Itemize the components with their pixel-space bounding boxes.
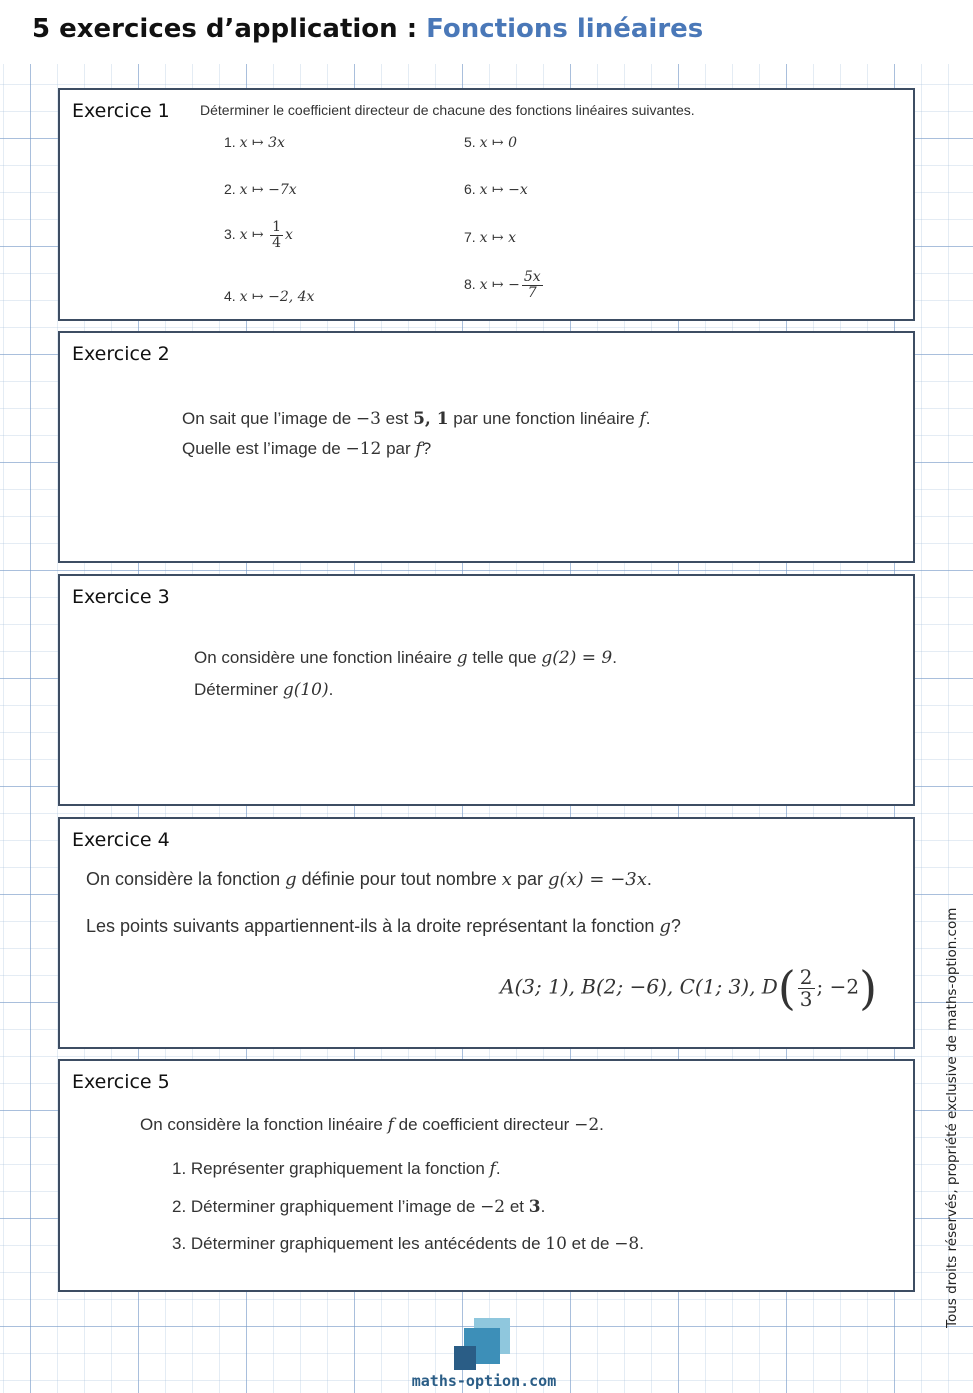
exercise-1-item-5: 5. x ↦ 0 — [464, 134, 518, 151]
exercise-5-question-2: 2. Déterminer graphiquement l’image de −2 et 3. — [172, 1197, 546, 1217]
fraction: $\frac{1}{4}$ — [272, 219, 282, 251]
exercise-1-label: Exercice 1 — [72, 100, 170, 122]
exercise-2-box — [58, 331, 915, 563]
exercise-2-label: Exercice 2 — [72, 343, 170, 365]
exercise-5-intro: On considère la fonction linéaire f de coefficient directeur −2. — [140, 1115, 604, 1135]
exercise-1-item-7: 7. x ↦ x — [464, 229, 517, 246]
exercise-3-line-1: On considère une fonction linéaire g telle que g(2) = 9. — [194, 648, 617, 668]
exercise-1-item-2: 2. x ↦ −7x — [224, 181, 297, 198]
exercise-1-item-1: 1. x ↦ 3x — [224, 134, 285, 151]
exercise-5-question-1: 1. Représenter graphiquement la fonction f. — [172, 1159, 501, 1179]
exercise-4-box — [58, 817, 915, 1049]
exercise-4-points: A(3; 1), B(2; −6), C(1; 3), D( $\frac{2}{3}$ ; −2) — [500, 961, 878, 1015]
exercise-3-label: Exercice 3 — [72, 586, 170, 608]
exercise-2-line-2: Quelle est l’image de −12 par f? — [182, 439, 432, 459]
exercise-1-item-3: 3. x ↦ $\frac{1}{4}$ x — [224, 219, 293, 251]
exercise-1-item-8: 8. x ↦ − $\frac{5x}{7}$ — [464, 269, 541, 301]
fraction: $\frac{2}{3}$ — [799, 964, 813, 1011]
exercise-5-box — [58, 1059, 915, 1292]
exercise-4-label: Exercice 4 — [72, 829, 170, 851]
title-main: 5 exercices d’application : — [32, 14, 427, 44]
copyright-note: Tous droits réservés, propriété exclusive de maths-option.com — [944, 907, 960, 1328]
exercise-1-intro: Déterminer le coefficient directeur de chacune des fonctions linéaires suivantes. — [200, 102, 695, 118]
exercise-4-line-2: Les points suivants appartiennent-ils à la droite représentant la fonction g? — [86, 916, 681, 937]
exercise-1-item-4: 4. x ↦ −2, 4x — [224, 288, 315, 305]
page-title — [32, 14, 703, 44]
exercise-1-item-6: 6. x ↦ −x — [464, 181, 528, 198]
logo-text: maths-option.com — [411, 1372, 557, 1390]
exercise-3-line-2: Déterminer g(10). — [194, 680, 334, 700]
exercise-4-line-1: On considère la fonction g définie pour tout nombre x par g(x) = −3x. — [86, 869, 652, 890]
exercise-2-line-1: On sait que l’image de −3 est 5, 1 par une fonction linéaire f. — [182, 409, 651, 429]
stacked-squares-logo-icon — [452, 1318, 512, 1374]
exercise-1-box — [58, 88, 915, 321]
title-accent: Fonctions linéaires — [426, 14, 704, 44]
exercise-5-question-3: 3. Déterminer graphiquement les antécédents de 10 et de −8. — [172, 1234, 644, 1254]
exercise-5-label: Exercice 5 — [72, 1071, 170, 1093]
exercise-3-box — [58, 574, 915, 806]
fraction: $\frac{5x}{7}$ — [523, 269, 541, 301]
